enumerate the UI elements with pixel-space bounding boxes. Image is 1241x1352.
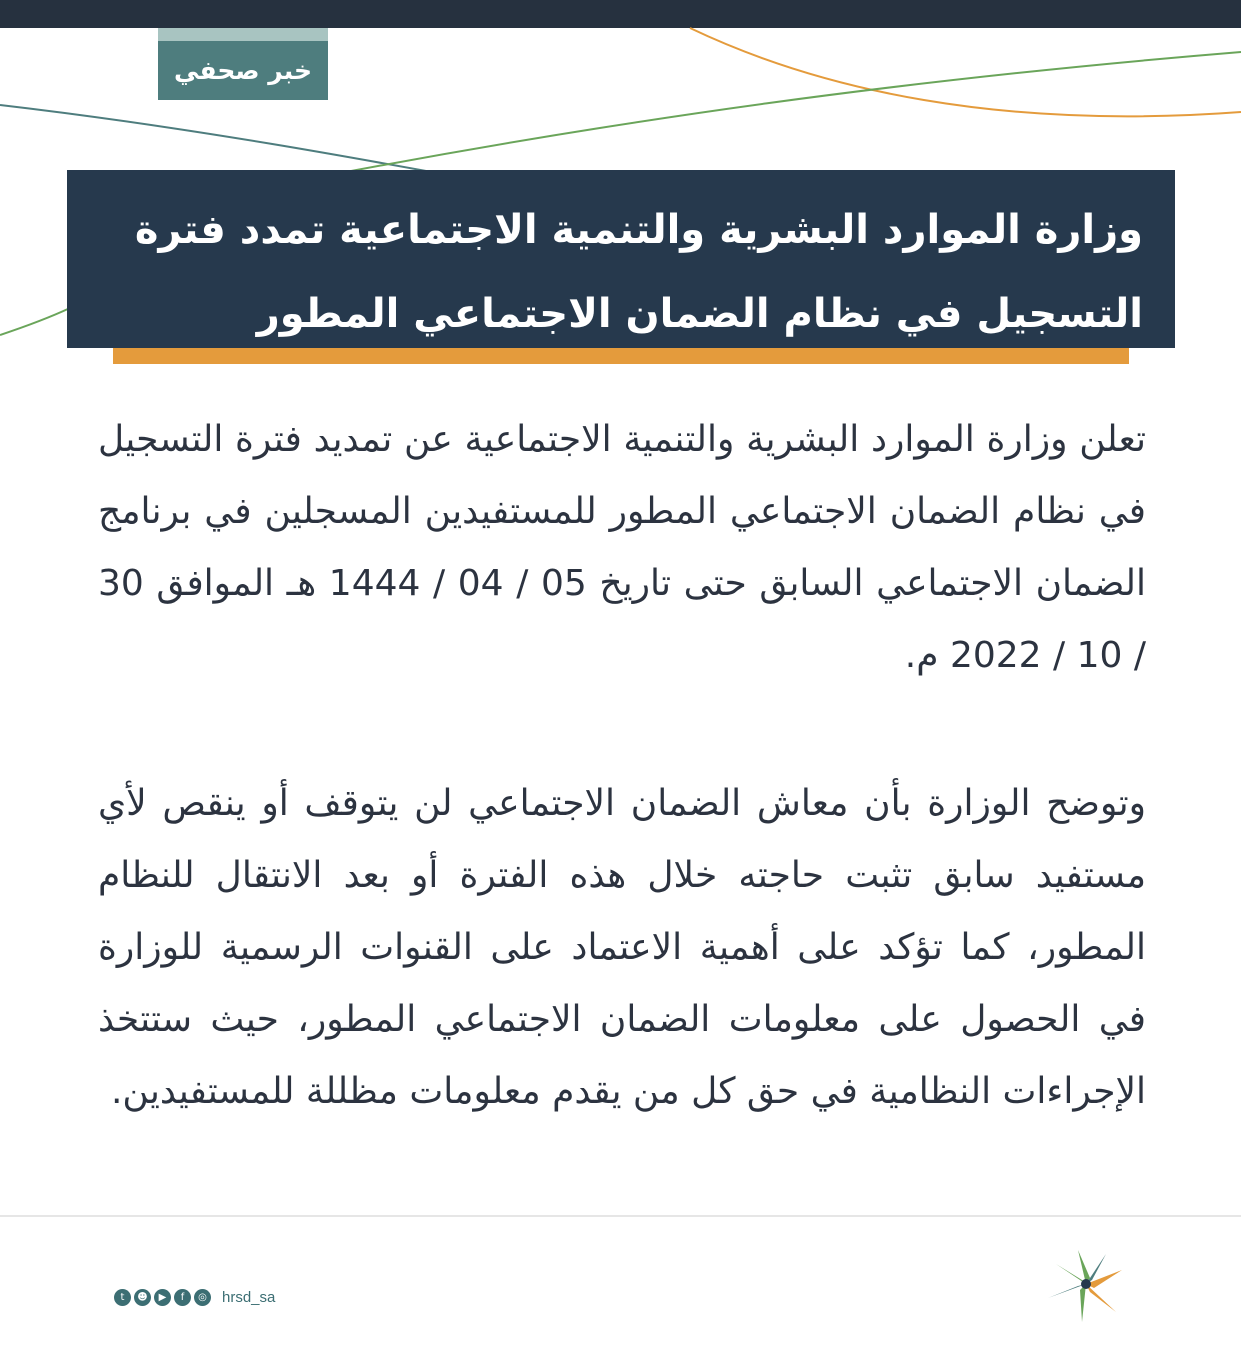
- snapchat-icon[interactable]: ☻: [134, 1289, 151, 1306]
- body-paragraph-1: تعلن وزارة الموارد البشرية والتنمية الاجتماعية عن تمديد فترة التسجيل في نظام الضمان الاجتماعي المطور للمستفيدين المسجلين في برنامج الضمان الاجتماعي السابق حتى تاريخ 05 / 04 / 1444 هـ الموافق 30 / 10 / 2022 م.: [98, 419, 1146, 676]
- body-paragraph-2: وتوضح الوزارة بأن معاش الضمان الاجتماعي لن يتوقف أو ينقص لأي مستفيد سابق تثبت حاجته خلال هذه الفترة أو بعد الانتقال للنظام المطور، كما تؤكد على أهمية الاعتماد على القنوات الرسمية للوزارة في الحصول على معلومات الضمان الاجتماعي المطور، حيث ستتخذ الإجراءات النظامية في حق كل من يقدم معلومات مظللة للمستفيدين.: [98, 783, 1146, 1112]
- youtube-icon[interactable]: ▶: [154, 1289, 171, 1306]
- twitter-icon[interactable]: t: [114, 1289, 131, 1306]
- instagram-icon[interactable]: ◎: [194, 1289, 211, 1306]
- tag-stripe: [158, 28, 328, 41]
- ministry-logo-icon: [1036, 1250, 1132, 1324]
- facebook-icon[interactable]: f: [174, 1289, 191, 1306]
- social-handle[interactable]: hrsd_sa: [222, 1289, 276, 1306]
- footer-divider: [0, 1215, 1241, 1217]
- tag-label: خبر صحفي: [174, 56, 312, 85]
- press-release-tag: [158, 28, 328, 100]
- headline-line-2: التسجيل في نظام الضمان الاجتماعي المطور: [256, 291, 1143, 337]
- headline-line-1: وزارة الموارد البشرية والتنمية الاجتماعية تمدد فترة: [134, 207, 1143, 253]
- headline-box: [67, 170, 1175, 348]
- social-links: [114, 1289, 275, 1306]
